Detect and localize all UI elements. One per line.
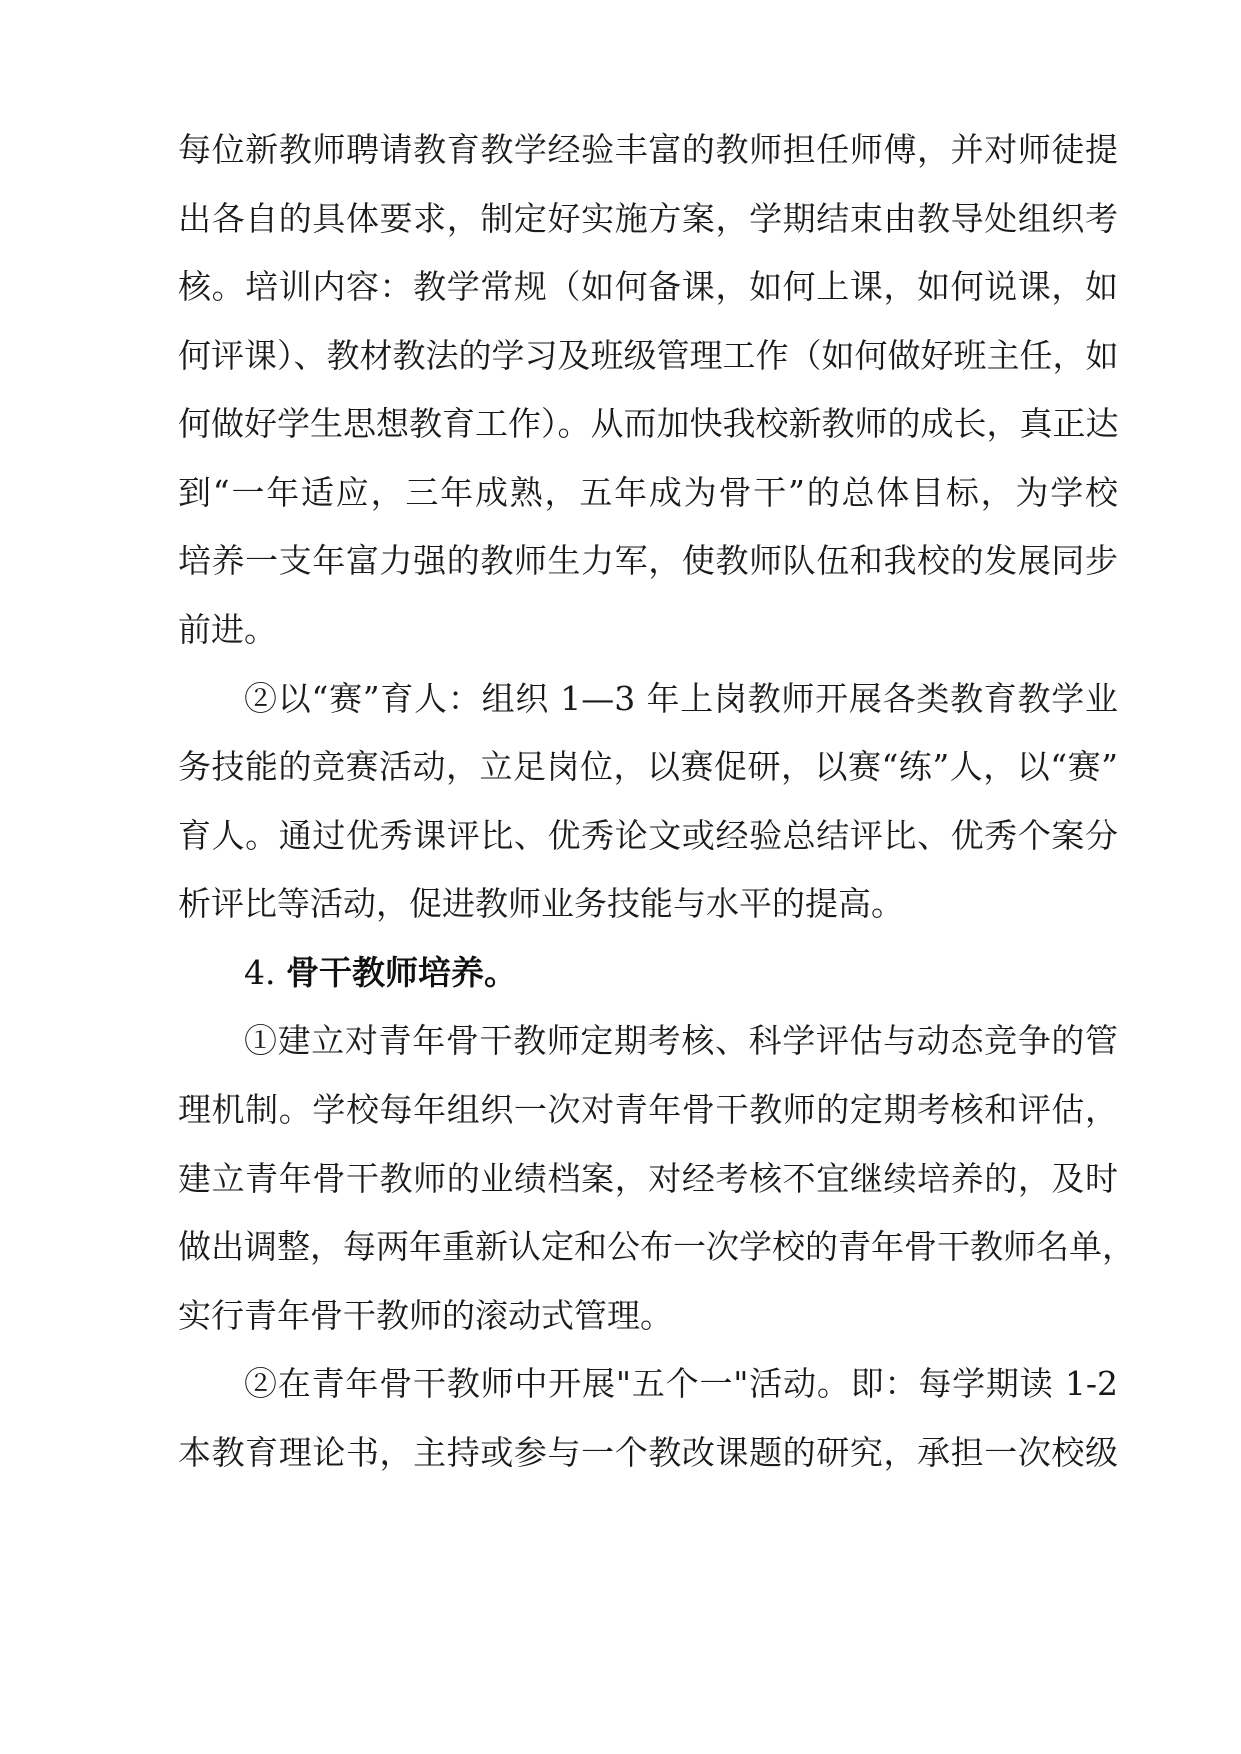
paragraph-line: 何做好学生思想教育工作）。从而加快我校新教师的成长，真正达 (178, 404, 1119, 443)
paragraph-line: 实行青年骨干教师的滚动式管理。 (178, 1296, 673, 1335)
paragraph-line: 建立青年骨干教师的业绩档案，对经考核不宜继续培养的，及时 (178, 1159, 1118, 1198)
section-heading (244, 943, 517, 1003)
paragraph-line: 育人。通过优秀课评比、优秀论文或经验总结评比、优秀个案分 (178, 816, 1118, 855)
paragraph-line: 核。培训内容：教学常规（如何备课，如何上课，如何说课，如 (178, 267, 1118, 306)
paragraph-line: 每位新教师聘请教育教学经验丰富的教师担任师傅，并对师徒提 (178, 130, 1118, 169)
section-heading-number: 4. (244, 953, 276, 992)
paragraph-line: 何评课）、教材教法的学习及班级管理工作（如何做好班主任，如 (178, 336, 1119, 375)
paragraph-line: 做出调整，每两年重新认定和公布一次学校的青年骨干教师名单， (178, 1227, 1135, 1266)
paragraph-line: 务技能的竞赛活动，立足岗位，以赛促研，以赛“练”人，以“赛” (178, 747, 1118, 786)
paragraph-line: 析评比等活动，促进教师业务技能与水平的提高。 (178, 884, 904, 923)
paragraph-line: 出各自的具体要求，制定好实施方案，学期结束由教导处组织考 (178, 199, 1118, 238)
paragraph-line: 本教育理论书，主持或参与一个教改课题的研究，承担一次校级 (178, 1433, 1118, 1472)
paragraph-line: 培养一支年富力强的教师生力军，使教师队伍和我校的发展同步 (178, 541, 1118, 580)
paragraph-line: ①建立对青年骨干教师定期考核、科学评估与动态竞争的管 (244, 1021, 1118, 1060)
paragraph-line: ②以“赛”育人：组织 1—3 年上岗教师开展各类教育教学业 (244, 679, 1118, 718)
paragraph-line: 到“一年适应，三年成熟，五年成为骨干”的总体目标，为学校 (178, 473, 1118, 512)
paragraph-line: 理机制。学校每年组织一次对青年骨干教师的定期考核和评估， (178, 1090, 1118, 1129)
section-heading-title: 骨干教师培养。 (286, 953, 517, 992)
paragraph-line: ②在青年骨干教师中开展"五个一"活动。即：每学期读 1-2 (244, 1364, 1118, 1403)
paragraph-line: 前进。 (178, 610, 277, 649)
